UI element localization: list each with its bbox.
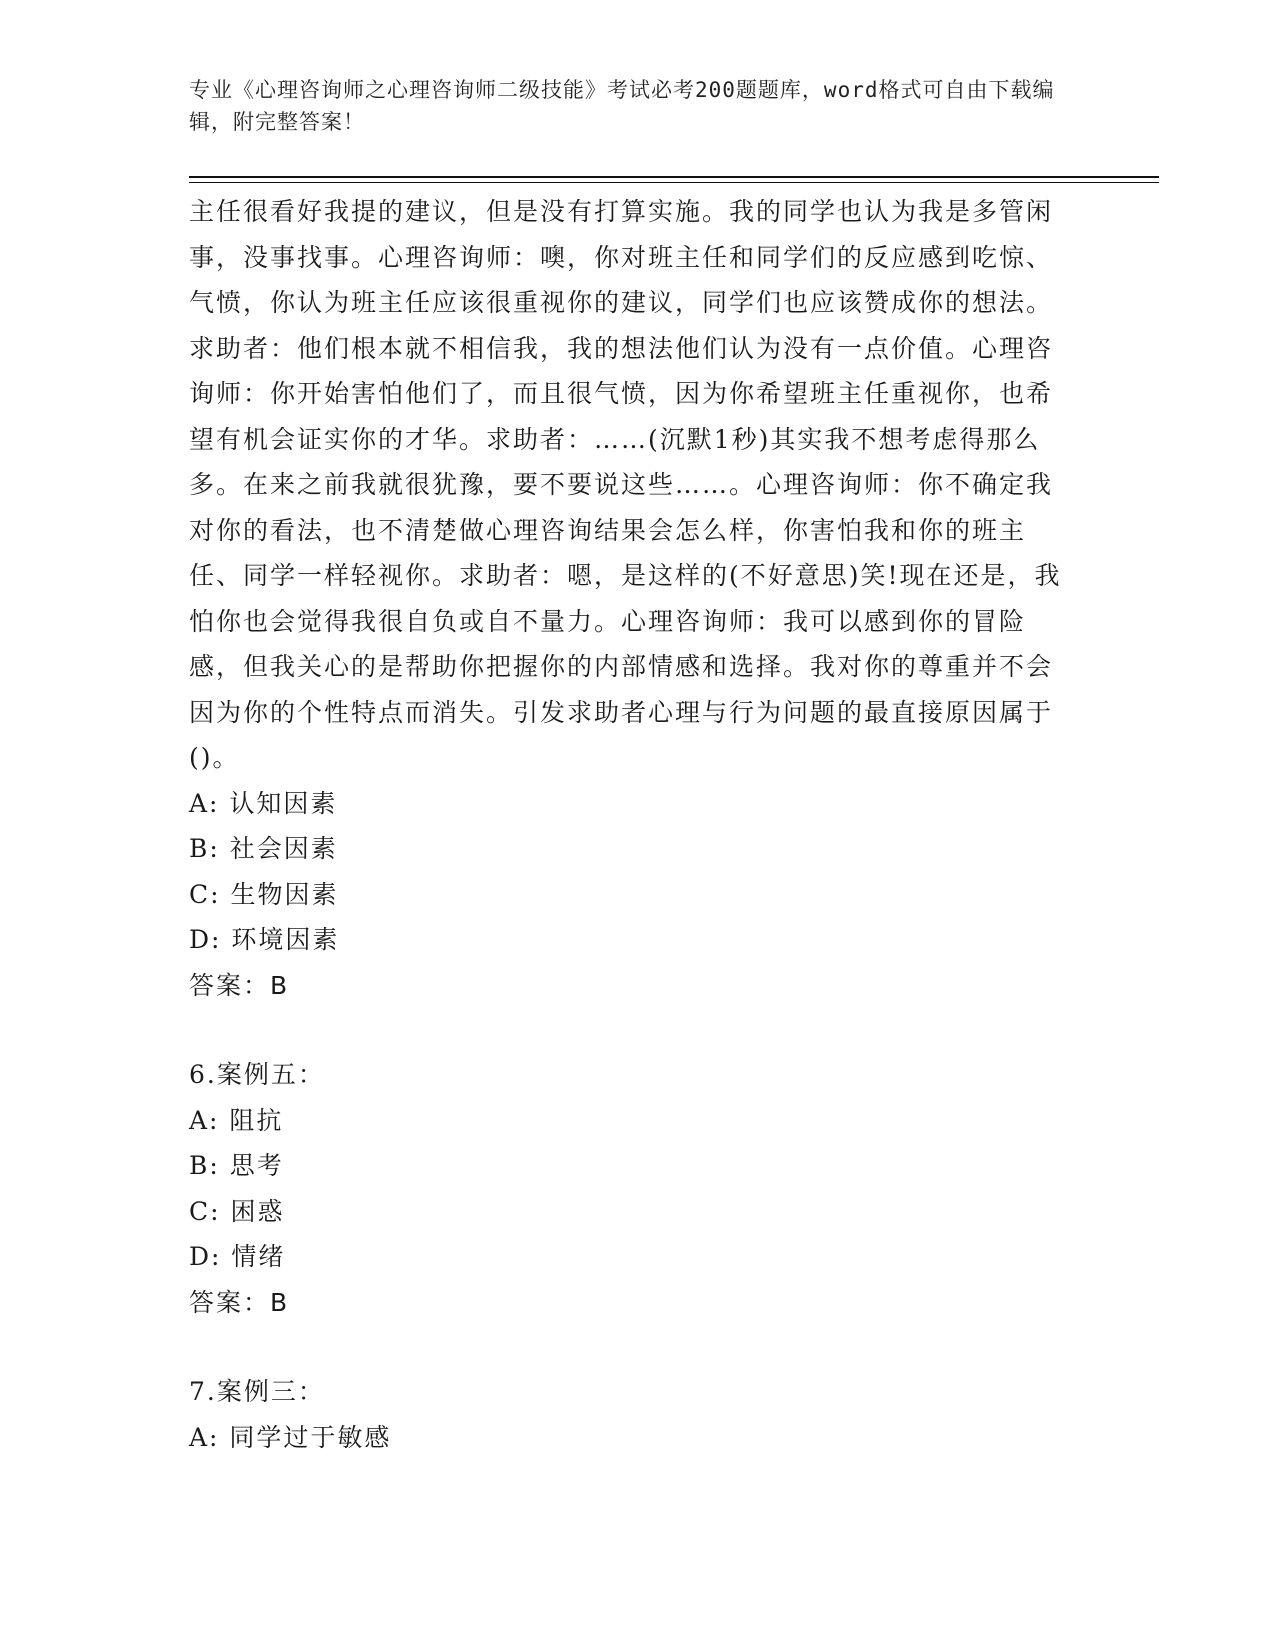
option-a: A: 同学过于敏感 (189, 1422, 392, 1452)
header-divider-thin (189, 182, 1159, 183)
answer-line: 答案：B (189, 1287, 290, 1317)
option-d: D: 情绪 (189, 1242, 286, 1271)
option-b: B: 思考 (189, 1151, 284, 1180)
header-divider-thick (189, 176, 1159, 178)
option-b: B: 社会因素 (189, 834, 338, 863)
answer-line: 答案：B (189, 970, 290, 1000)
question-6-title: 6.案例五： (189, 1060, 325, 1089)
spacer (189, 1325, 1079, 1369)
option-a: A: 阻抗 (189, 1105, 284, 1135)
document-body (189, 189, 1079, 1460)
question-5-options (189, 781, 1079, 963)
option-d: D: 环境因素 (189, 925, 340, 954)
spacer (189, 1008, 1079, 1052)
option-a: A: 认知因素 (189, 788, 338, 818)
option-c: C: 生物因素 (189, 879, 339, 909)
question-7-title: 7.案例三： (189, 1377, 325, 1406)
question-passage: 主任很看好我提的建议，但是没有打算实施。我的同学也认为我是多管闲事，没事找事。心理咨询师：噢，你对班主任和同学们的反应感到吃惊、气愤，你认为班主任应该很重视你的建议，同学们也应该赞成你的想法。求助者：他们根本就不相信我，我的想法他们认为没有一点价值。心理咨询师：你开始害怕他们了，而且很气愤，因为你希望班主任重视你，也希望有机会证实你的才华。求助者：……(沉默1秒)其实我不想考虑得那么多。在来之前我就很犹豫，要不要说这些……。心理咨询师：你不确定我对你的看法，也不清楚做心理咨询结果会怎么样，你害怕我和你的班主任、同学一样轻视你。求助者：嗯，是这样的(不好意思)笑!现在还是，我怕你也会觉得我很自负或自不量力。心理咨询师：我可以感到你的冒险感，但我关心的是帮助你把握你的内部情感和选择。我对你的尊重并不会因为你的个性特点而消失。引发求助者心理与行为问题的最直接原因属于()。 (189, 197, 1062, 772)
question-7-options (189, 1415, 1079, 1461)
option-c: C: 困惑 (189, 1196, 285, 1226)
question-6-options (189, 1098, 1079, 1280)
document-header: 专业《心理咨询师之心理咨询师二级技能》考试必考200题题库，word格式可自由下载编辑，附完整答案！ (189, 78, 1055, 134)
